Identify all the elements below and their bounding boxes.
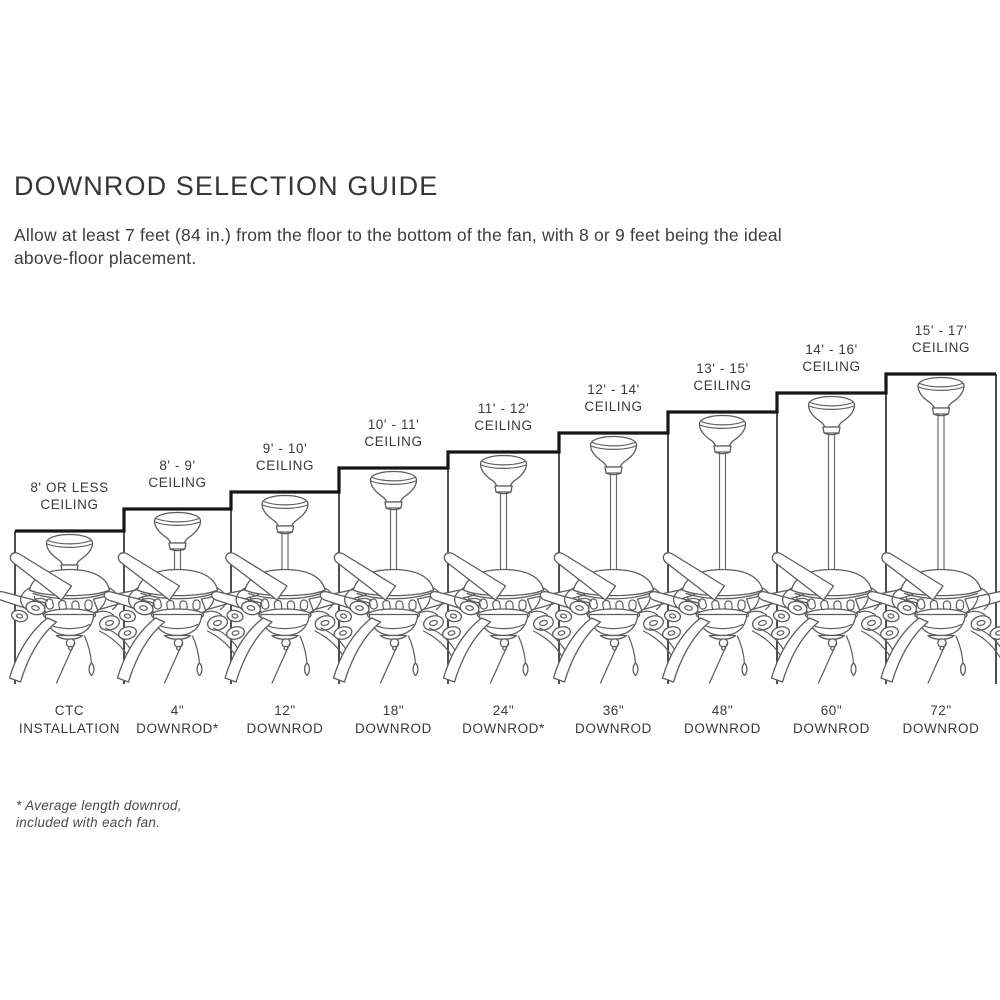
downrod-label: 72" DOWNROD [902,703,980,736]
ceiling-label: 11' - 12' CEILING [474,401,533,433]
downrod-label: 4" DOWNROD* [136,703,219,736]
downrod-label: 48" DOWNROD [684,703,761,736]
ceiling-label: 12' - 14' CEILING [584,382,643,414]
ceiling-label: 15' - 17' CEILING [911,323,971,355]
downrod-label: 18" DOWNROD [355,703,432,736]
downrod-label: 12" DOWNROD [246,703,324,736]
subtitle-line-1: Allow at least 7 feet (84 in.) from the floor to the bottom of the fan, with 8 or 9 feet being the ideal [14,225,782,245]
downrod-label: 60" DOWNROD [793,703,870,736]
ceiling-label: 8' OR LESS CEILING [30,480,109,512]
downrod-label: 24" DOWNROD* [462,703,545,736]
ceiling-label: 13' - 15' CEILING [693,361,752,393]
downrod-label: 36" DOWNROD [575,703,652,736]
page-title: DOWNROD SELECTION GUIDE [14,171,439,201]
footnote-line-1: * Average length downrod, [16,798,182,813]
ceiling-label: 10' - 11' CEILING [364,417,423,449]
ceiling-fans [0,553,1000,683]
ceiling-label: 14' - 16' CEILING [802,342,861,374]
footnote-line-2: included with each fan. [16,815,161,830]
footnote [16,797,182,831]
ceiling-label: 8' - 9' CEILING [148,458,207,490]
downrod-label: CTC INSTALLATION [18,703,121,736]
subtitle-line-2: above-floor placement. [14,247,197,268]
ceiling-label: 9' - 10' CEILING [255,441,315,473]
